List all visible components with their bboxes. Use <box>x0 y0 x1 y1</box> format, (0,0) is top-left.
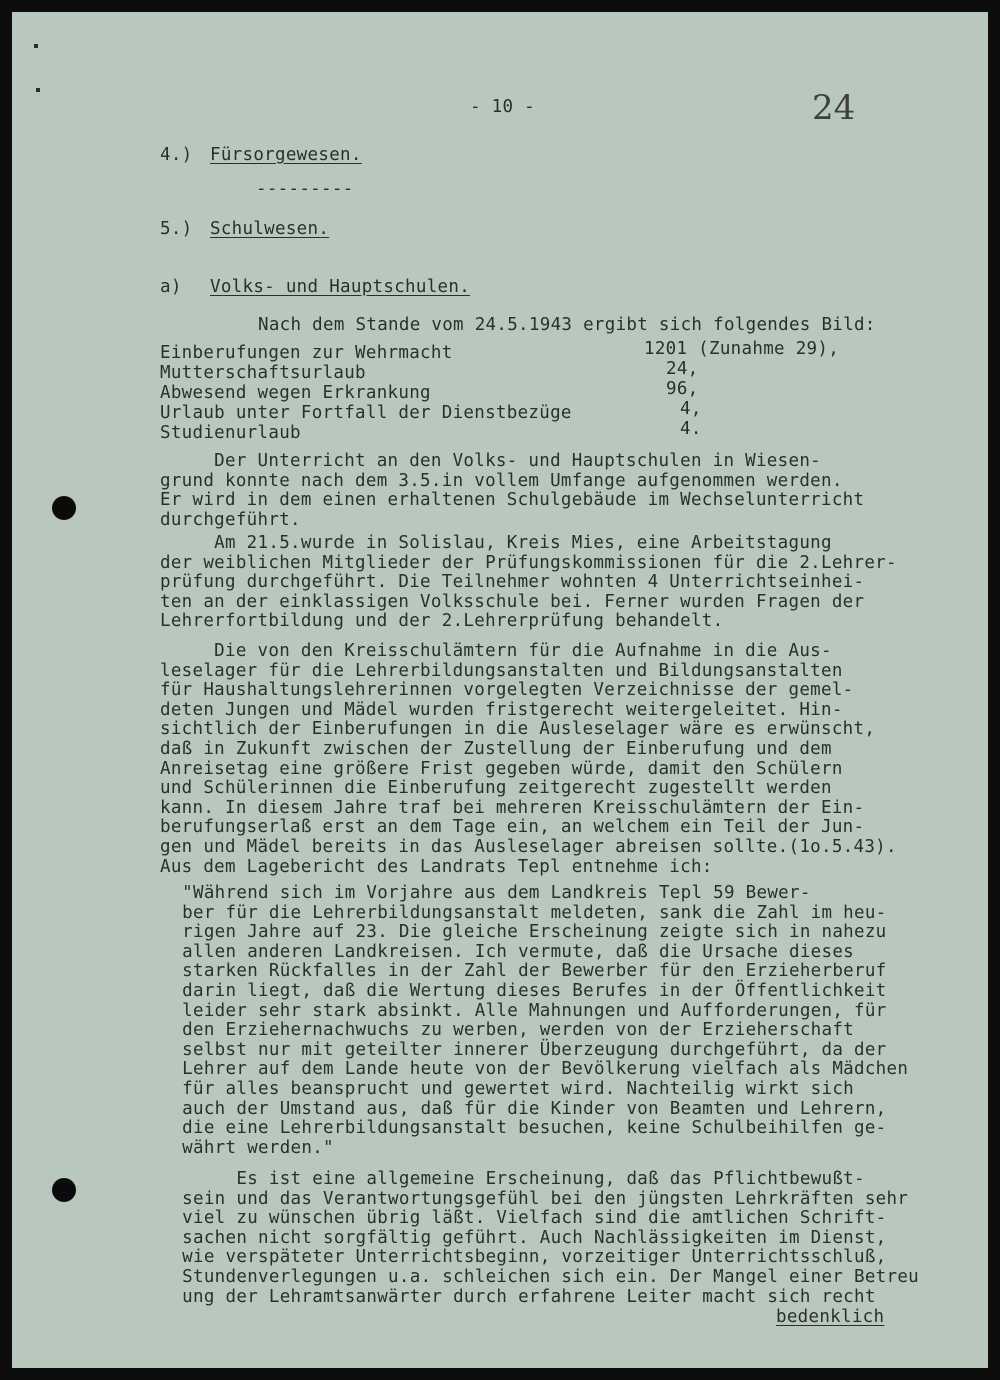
stat-label: Mutterschaftsurlaub <box>160 363 366 383</box>
section-4-title: Fürsorgewesen. <box>210 145 362 165</box>
catchword: bedenklich <box>776 1307 885 1327</box>
stat-label: Studienurlaub <box>160 423 301 443</box>
paragraph: Es ist eine allgemeine Erscheinung, daß das Pflichtbewußt- sein und das Verantwortungsgefühl bei den jüngsten Lehrkräften sehr viel zu wünschen übrig läßt. Vielfach sind die amtlichen Schrift- sachen nicht sorgfältig geführt. Auch Nachlässigkeiten im Dienst, wie verspäteter Unterrichtsbeginn, vorzeitiger Unterrichtsschluß, Stundenverlegungen u.a. schleichen sich ein. Der Mangel einer Betreu ung der Lehramtsanwärter durch erfahrene Leiter macht sich recht <box>182 1169 920 1307</box>
intro-line: Nach dem Stande vom 24.5.1943 ergibt sich folgendes Bild: <box>258 315 876 335</box>
margin-mark <box>34 44 38 48</box>
section-5-title: Schulwesen. <box>210 219 330 239</box>
stat-value: 1201 (Zunahme 29), <box>644 339 840 359</box>
stat-value: 24, <box>666 359 699 379</box>
section-5-number: 5.) <box>160 219 193 239</box>
section-4-number: 4.) <box>160 145 193 165</box>
stat-label: Einberufungen zur Wehrmacht <box>160 343 453 363</box>
stat-value: 4, <box>680 399 702 419</box>
quoted-paragraph: "Während sich im Vorjahre aus dem Landkreis Tepl 59 Bewer- ber für die Lehrerbildungsanstalt meldeten, sank die Zahl im heu- rigen Jahre auf 23. Die gleiche Erscheinung zeigte sich in nahezu allen anderen Landkreisen. Ich vermute, daß die Ursache dieses starken Rückfalles in der Zahl der Bewerber für den Erzieherberuf darin liegt, daß die Wertung dieses Berufes in der Öffentlichkeit leider sehr stark absinkt. Alle Mahnungen und Aufforderungen, für den Erziehernachwuchs zu werben, werden von der Erzieherschaft selbst nur mit geteilter innerer Überzeugung durchgeführt, da der Lehrer auf dem Lande heute von der Bevölkerung vielfach als Mädchen für alles beansprucht und gewertet wird. Nachteilig wirkt sich auch der Umstand aus, daß für die Kinder von Beamten und Lehrern, die eine Lehrerbildungsanstalt besuchen, keine Schulbeihilfen ge- währt werden." <box>182 883 909 1158</box>
paragraph: Der Unterricht an den Volks- und Hauptschulen in Wiesen- grund konnte nach dem 3.5.in vollem Umfange aufgenommen werden. Er wird in dem einen erhaltenen Schulgebäude im Wechselunterricht durchgeführt. <box>160 451 865 530</box>
stat-label: Abwesend wegen Erkrankung <box>160 383 431 403</box>
stat-label: Urlaub unter Fortfall der Dienstbezüge <box>160 403 572 423</box>
paragraph: Am 21.5.wurde in Solislau, Kreis Mies, eine Arbeitstagung der weiblichen Mitglieder der Prüfungskommissionen für die 2.Lehrer- prüfung durchgeführt. Die Teilnehmer wohnten 4 Unterrichtseinhei- ten an der einklassigen Volksschule bei. Ferner wurden Fragen der Lehrerfortbildung und der 2.Lehrerprüfung behandelt. <box>160 533 897 632</box>
stat-value: 4. <box>680 419 702 439</box>
punch-hole <box>52 496 76 520</box>
page-number: - 10 - <box>470 97 536 117</box>
punch-hole <box>52 1178 76 1202</box>
subsection-a-number: a) <box>160 277 182 297</box>
stat-value: 96, <box>666 379 699 399</box>
margin-mark <box>36 88 40 92</box>
paragraph: Die von den Kreisschulämtern für die Aufnahme in die Aus- leselager für die Lehrerbildungsanstalten und Bildungsanstalten für Haushaltungslehrerinnen vorgelegten Verzeichnisse der gemel- deten Jungen und Mädel wurden fristgerecht weitergeleitet. Hin- sichtlich der Einberufungen in die Ausleselager wäre es erwünscht, daß in Zukunft zwischen der Zustellung der Einberufung und dem Anreisetag eine größere Frist gegeben würde, damit den Schülern und Schülerinnen die Einberufung zeitgerecht zugestellt werden kann. In diesem Jahre traf bei mehreren Kreisschulämtern der Ein- berufungserlaß erst an dem Tage ein, an welchem ein Teil der Jun- gen und Mädel bereits in das Ausleselager abreisen sollte.(1o.5.43). Aus dem Lagebericht des Landrats Tepl entnehme ich: <box>160 641 897 877</box>
folio-number: 24 <box>812 88 856 128</box>
subsection-a-title: Volks- und Hauptschulen. <box>210 277 471 297</box>
section-divider: --------- <box>256 179 354 199</box>
document-page <box>12 12 988 1368</box>
